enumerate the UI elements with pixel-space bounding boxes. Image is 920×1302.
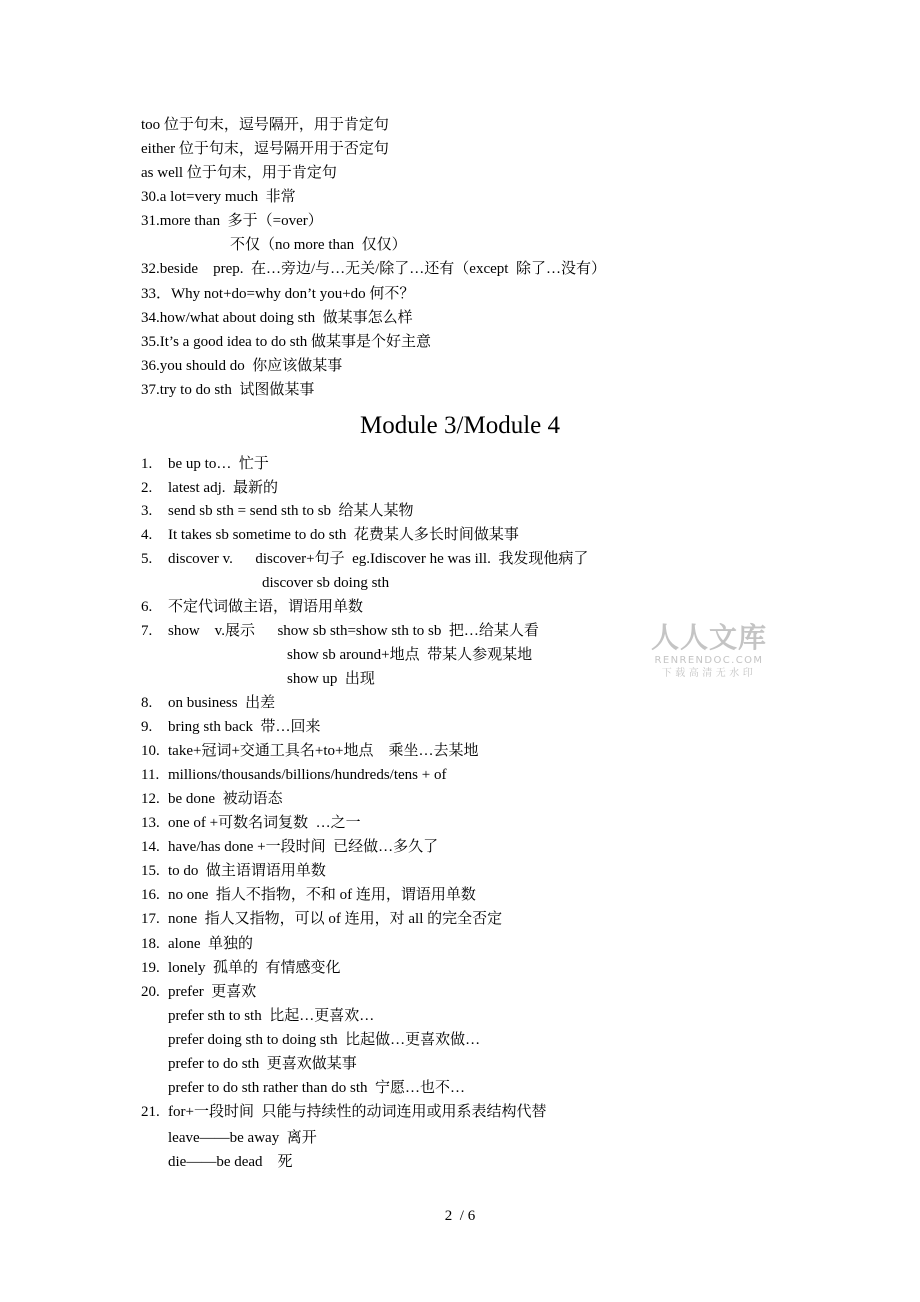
list-item-number: 2. bbox=[141, 480, 153, 496]
list-item-number: 15. bbox=[141, 863, 160, 879]
intro-line: 31.more than 多于（=over） bbox=[141, 213, 323, 229]
list-item-text: latest adj. 最新的 bbox=[168, 480, 278, 496]
list-item-number: 11. bbox=[141, 767, 160, 783]
list-item-number: 8. bbox=[141, 695, 153, 711]
list-item-text: no one 指人不指物，不和 of 连用，谓语用单数 bbox=[168, 887, 476, 903]
list-item-text: be done 被动语态 bbox=[168, 791, 283, 807]
list-item-text: to do 做主语谓语用单数 bbox=[168, 863, 326, 879]
list-item-text: send sb sth = send sth to sb 给某人某物 bbox=[168, 503, 414, 519]
list-item-number: 19. bbox=[141, 960, 160, 976]
list-item-number: 16. bbox=[141, 887, 160, 903]
list-item-continuation: prefer doing sth to doing sth 比起做…更喜欢做… bbox=[168, 1032, 481, 1048]
list-item-continuation: leave——be away 离开 bbox=[168, 1130, 317, 1146]
intro-line: 34.how/what about doing sth 做某事怎么样 bbox=[141, 310, 413, 326]
intro-line: as well 位于句末，用于肯定句 bbox=[141, 165, 337, 181]
intro-line: 30.a lot=very much 非常 bbox=[141, 189, 296, 205]
intro-line: too 位于句末，逗号隔开，用于肯定句 bbox=[141, 117, 389, 133]
intro-line: 36.you should do 你应该做某事 bbox=[141, 358, 343, 374]
list-item-text: It takes sb sometime to do sth 花费某人多长时间做某事 bbox=[168, 527, 519, 543]
list-item-number: 3. bbox=[141, 503, 153, 519]
list-item-text: discover v. discover+句子 eg.Idiscover he was ill. 我发现他病了 bbox=[168, 551, 589, 567]
list-item-number: 6. bbox=[141, 599, 153, 615]
list-item-text: have/has done +一段时间 已经做…多久了 bbox=[168, 839, 439, 855]
list-item-continuation: show up 出现 bbox=[287, 671, 375, 687]
intro-line: 32.beside prep. 在…旁边/与…无关/除了…还有（except 除了…没有） bbox=[141, 261, 606, 277]
list-item-continuation: prefer to do sth rather than do sth 宁愿…也不… bbox=[168, 1080, 466, 1096]
list-item-text: bring sth back 带…回来 bbox=[168, 719, 321, 735]
list-item-continuation: show sb around+地点 带某人参观某地 bbox=[287, 647, 533, 663]
list-item-text: be up to… 忙于 bbox=[168, 456, 269, 472]
list-item-number: 5. bbox=[141, 551, 153, 567]
list-item-number: 4. bbox=[141, 527, 153, 543]
list-item-text: alone 单独的 bbox=[168, 936, 253, 952]
intro-line: either 位于句末，逗号隔开用于否定句 bbox=[141, 141, 389, 157]
list-item-continuation: die——be dead 死 bbox=[168, 1154, 293, 1170]
list-item-continuation: prefer to do sth 更喜欢做某事 bbox=[168, 1056, 357, 1072]
list-item-number: 14. bbox=[141, 839, 160, 855]
list-item-number: 9. bbox=[141, 719, 153, 735]
list-item-number: 13. bbox=[141, 815, 160, 831]
intro-line: 不仅（no more than 仅仅） bbox=[230, 237, 407, 253]
list-item-text: prefer 更喜欢 bbox=[168, 984, 257, 1000]
list-item-number: 20. bbox=[141, 984, 160, 1000]
list-item-number: 10. bbox=[141, 743, 160, 759]
list-item-text: millions/thousands/billions/hundreds/tens + of bbox=[168, 767, 447, 783]
list-item-number: 18. bbox=[141, 936, 160, 952]
list-item-text: one of +可数名词复数 …之一 bbox=[168, 815, 361, 831]
list-item-text: show v.展示 show sb sth=show sth to sb 把…给某人看 bbox=[168, 623, 539, 639]
intro-line: 35.It’s a good idea to do sth 做某事是个好主意 bbox=[141, 334, 431, 350]
list-item-text: none 指人又指物，可以 of 连用，对 all 的完全否定 bbox=[168, 911, 503, 927]
list-item-text: 不定代词做主语，谓语用单数 bbox=[168, 599, 364, 615]
module-heading: Module 3/Module 4 bbox=[360, 412, 560, 439]
intro-line: 37.try to do sth 试图做某事 bbox=[141, 382, 315, 398]
watermark-tagline: 下载高清无水印 bbox=[661, 668, 757, 679]
list-item-number: 12. bbox=[141, 791, 160, 807]
list-item-text: for+一段时间 只能与持续性的动词连用或用系表结构代替 bbox=[168, 1104, 547, 1120]
list-item-text: on business 出差 bbox=[168, 695, 276, 711]
list-item-text: lonely 孤单的 有情感变化 bbox=[168, 960, 341, 976]
list-item-number: 1. bbox=[141, 456, 153, 472]
watermark-title: 人人文库 bbox=[650, 621, 767, 654]
list-item-continuation: prefer sth to sth 比起…更喜欢… bbox=[168, 1008, 375, 1024]
list-item-text: take+冠词+交通工具名+to+地点 乘坐…去某地 bbox=[168, 743, 479, 759]
list-item-number: 17. bbox=[141, 911, 160, 927]
list-item-continuation: discover sb doing sth bbox=[262, 575, 390, 591]
page-number: 2 / 6 bbox=[444, 1208, 476, 1224]
list-item-number: 21. bbox=[141, 1104, 160, 1120]
watermark bbox=[646, 622, 772, 680]
list-item-number: 7. bbox=[141, 623, 153, 639]
intro-line: 33．Why not+do=why don’t you+do 何不？ bbox=[141, 286, 415, 302]
watermark-url: RENRENDOC.COM bbox=[654, 655, 764, 666]
